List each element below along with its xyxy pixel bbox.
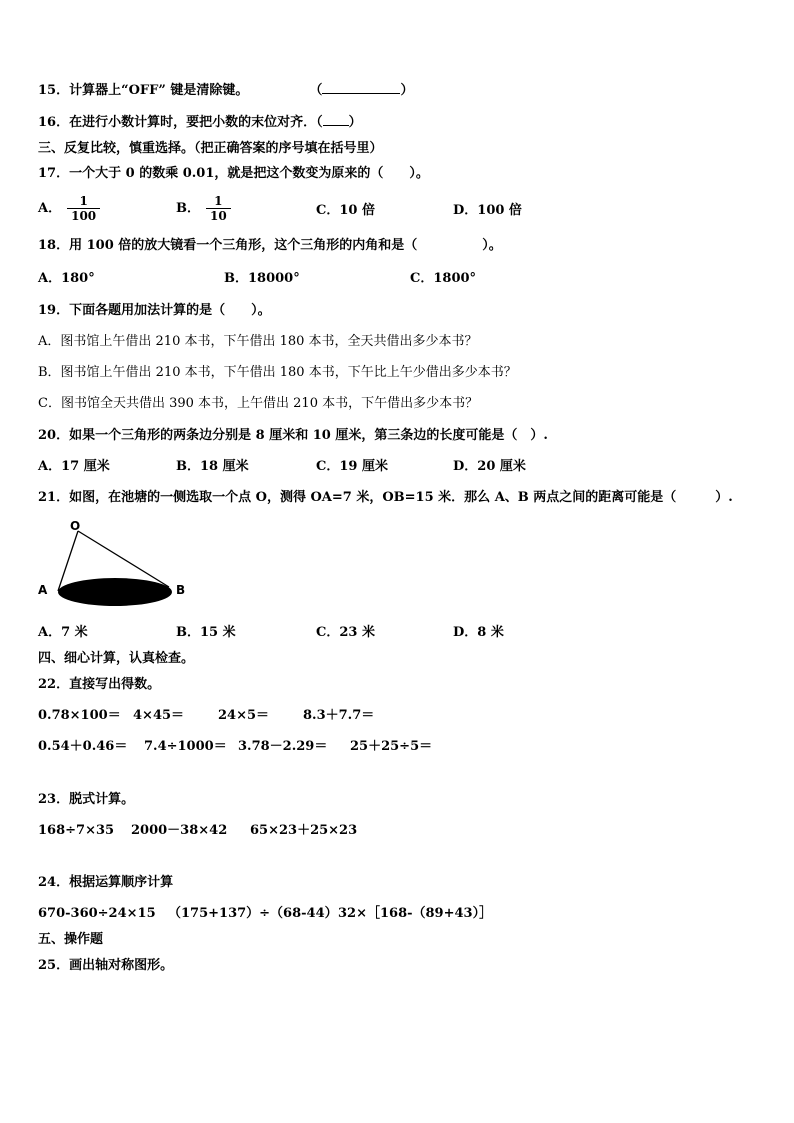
question-15-text: 15．计算器上“OFF” 键是清除键。 <box>38 83 249 98</box>
option-b[interactable]: B．图书馆上午借出 210 本书，下午借出 180 本书，下午比上午少借出多少本书？ <box>38 365 517 380</box>
section-3-heading: 三、反复比较，慎重选择。（把正确答案的序号填在括号里） <box>38 141 383 156</box>
option-c[interactable]: C．19 厘米 <box>316 459 388 474</box>
calc-item: 0.54＋0.46＝ <box>38 739 128 754</box>
option-a[interactable]: A．图书馆上午借出 210 本书，下午借出 180 本书，全天共借出多少本书？ <box>38 334 478 349</box>
answer-paren-close: ） <box>400 83 414 98</box>
calc-item: 8.3＋7.7＝ <box>303 708 375 723</box>
question-17: 17．一个大于 0 的数乘 0.01，就是把这个数变为原来的（ ）。 <box>38 166 429 181</box>
point-o-label: O <box>70 519 81 533</box>
option-d[interactable]: D．100 倍 <box>453 203 522 218</box>
question-15 <box>38 83 413 99</box>
question-24: 24．根据运算顺序计算 <box>38 875 174 890</box>
calc-item: 0.78×100＝ <box>38 708 121 723</box>
calc-item: 168÷7×35 <box>38 823 115 838</box>
question-21: 21．如图，在池塘的一侧选取一个点 O，测得 OA=7 米，OB=15 米．那么 A、B 两点之间的距离可能是（ ）. <box>38 490 733 505</box>
question-18: 18．用 100 倍的放大镜看一个三角形，这个三角形的内角和是（ ）。 <box>38 238 502 253</box>
calc-item: 25＋25÷5＝ <box>350 739 433 754</box>
question-23: 23．脱式计算。 <box>38 792 135 807</box>
option-d[interactable]: D．8 米 <box>453 625 504 640</box>
calc-item: 65×23＋25×23 <box>250 823 358 838</box>
option-b[interactable]: B． $\frac{1}{10}$ <box>176 194 231 223</box>
calc-item: 4×45＝ <box>133 708 185 723</box>
question-20: 20．如果一个三角形的两条边分别是 8 厘米和 10 厘米，第三条边的长度可能是（ ）. <box>38 428 548 443</box>
point-b-label: B <box>176 583 186 597</box>
calc-item: 670-360÷24×15 <box>38 906 156 921</box>
calc-item: （175+137）÷（68-44） <box>168 906 338 921</box>
question-22: 22．直接写出得数。 <box>38 677 161 692</box>
option-b[interactable]: B．18 厘米 <box>176 459 249 474</box>
option-b[interactable]: B．18000° <box>224 271 300 286</box>
calc-item: 32×［168-（89+43）］ <box>338 906 493 921</box>
point-a-label: A <box>38 583 48 597</box>
option-a[interactable]: A．17 厘米 <box>38 459 110 474</box>
question-19: 19．下面各题用加法计算的是（ ）。 <box>38 303 271 318</box>
line-oa <box>58 531 78 591</box>
fraction: $\frac{1}{100}$ <box>67 194 100 223</box>
answer-blank[interactable] <box>323 125 349 126</box>
pond-ellipse <box>58 578 172 606</box>
calc-item: 24×5＝ <box>218 708 270 723</box>
calc-item: 7.4÷1000＝ <box>144 739 227 754</box>
section-5-heading: 五、操作题 <box>38 932 104 947</box>
option-c[interactable]: C．图书馆全天共借出 390 本书，上午借出 210 本书，下午借出多少本书？ <box>38 396 479 411</box>
fraction: $\frac{1}{10}$ <box>206 194 231 223</box>
calc-item: 2000－38×42 <box>131 823 228 838</box>
section-4-heading: 四、细心计算，认真检查。 <box>38 651 195 666</box>
question-25: 25．画出轴对称图形。 <box>38 958 174 973</box>
question-16-text: 16．在进行小数计算时，要把小数的末位对齐．（ <box>38 115 323 130</box>
option-c[interactable]: C．23 米 <box>316 625 375 640</box>
calc-item: 3.78－2.29＝ <box>238 739 328 754</box>
option-c[interactable]: C．1800° <box>410 271 477 286</box>
answer-blank[interactable] <box>322 93 400 94</box>
answer-paren-open: （ <box>309 83 323 98</box>
option-d[interactable]: D．20 厘米 <box>453 459 526 474</box>
option-a[interactable]: A． $\frac{1}{100}$ <box>38 194 100 223</box>
option-c[interactable]: C．10 倍 <box>316 203 375 218</box>
option-b[interactable]: B．15 米 <box>176 625 236 640</box>
option-a[interactable]: A．180° <box>38 271 95 286</box>
option-a[interactable]: A．7 米 <box>38 625 88 640</box>
pond-figure <box>36 514 196 614</box>
question-16: 16．在进行小数计算时，要把小数的末位对齐．（ ） <box>38 115 362 130</box>
